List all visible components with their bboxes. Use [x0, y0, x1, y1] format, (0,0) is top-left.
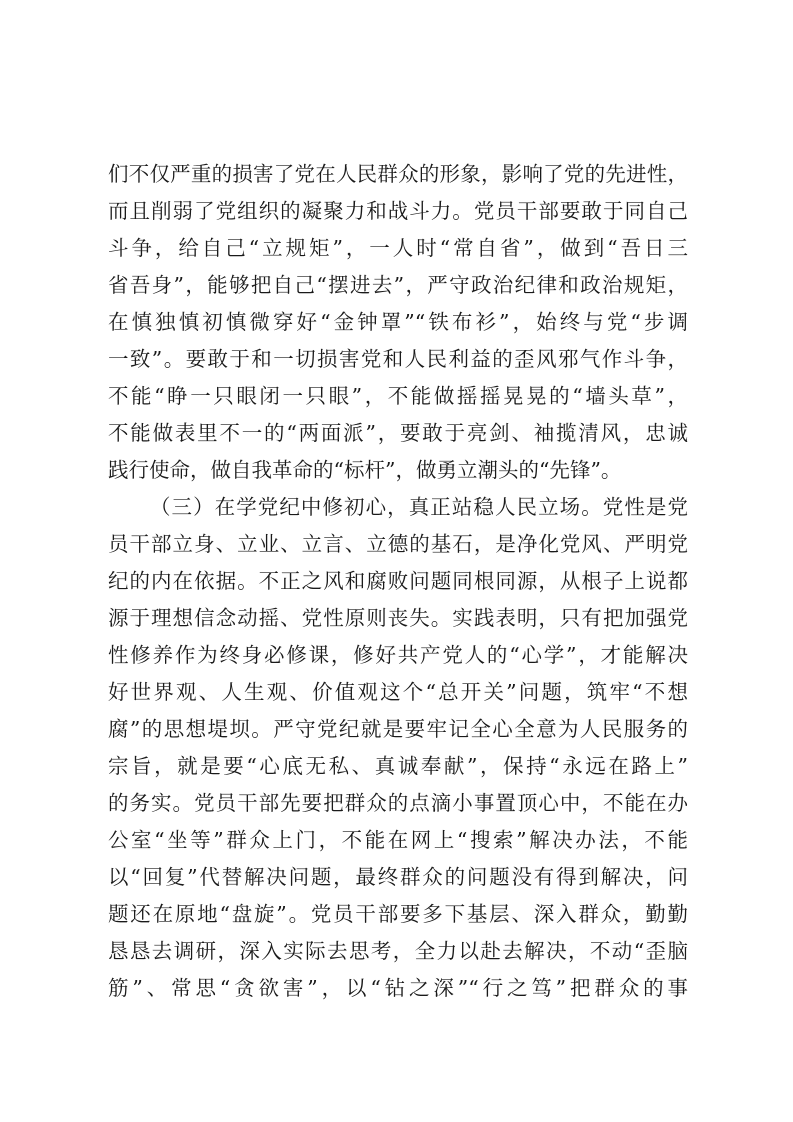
paragraph-line: 性修养作为终身必修课，修好共产党人的“心学”，才能解决 — [108, 643, 688, 667]
paragraph-line: 不能做表里不一的“两面派”，要敢于亮剑、袖揽清风，忠诚 — [108, 421, 688, 445]
paragraph-line: 腐”的思想堤坝。严守党纪就是要牢记全心全意为人民服务的 — [108, 717, 688, 741]
paragraph-line: 而且削弱了党组织的凝聚力和战斗力。党员干部要敢于同自己 — [108, 199, 688, 223]
paragraph-line: 一致”。要敢于和一切损害党和人民利益的歪风邪气作斗争， — [108, 347, 688, 371]
section-heading-line: （三）在学党纪中修初心，真正站稳人民立场。党性是党 — [150, 495, 688, 519]
paragraph-line: 们不仅严重的损害了党在人民群众的形象，影响了党的先进性， — [108, 162, 688, 186]
paragraph-line: 恳恳去调研，深入实际去思考，全力以赴去解决，不动“歪脑 — [108, 939, 688, 963]
paragraph-line: 省吾身”，能够把自己“摆进去”，严守政治纪律和政治规矩， — [108, 273, 688, 297]
paragraph-line: 不能“睁一只眼闭一只眼”，不能做摇摇晃晃的“墙头草”， — [108, 384, 688, 408]
paragraph-line: 公室“坐等”群众上门，不能在网上“搜索”解决办法，不能 — [108, 828, 688, 852]
paragraph-line: 斗争，给自己“立规矩”，一人时“常自省”，做到“吾日三 — [108, 236, 688, 260]
paragraph-line: 源于理想信念动摇、党性原则丧失。实践表明，只有把加强党 — [108, 606, 688, 630]
paragraph-line: 践行使命，做自我革命的“标杆”，做勇立潮头的“先锋”。 — [108, 458, 622, 482]
paragraph-line: 员干部立身、立业、立言、立德的基石，是净化党风、严明党 — [108, 532, 688, 556]
paragraph-line: 纪的内在依据。不正之风和腐败问题同根同源，从根子上说都 — [108, 569, 688, 593]
paragraph-line: 以“回复”代替解决问题，最终群众的问题没有得到解决，问 — [108, 865, 688, 889]
paragraph-line: 题还在原地“盘旋”。党员干部要多下基层、深入群众，勤勤 — [108, 902, 688, 926]
paragraph-line: 在慎独慎初慎微穿好“金钟罩”“铁布衫”，始终与党“步调 — [108, 310, 688, 334]
paragraph-line: 好世界观、人生观、价值观这个“总开关”问题，筑牢“不想 — [108, 680, 688, 704]
paragraph-line: 宗旨，就是要“心底无私、真诚奉献”，保持“永远在路上” — [108, 754, 688, 778]
paragraph-line: 筋”、常思“贪欲害”，以“钻之深”“行之笃”把群众的事 — [108, 976, 688, 1000]
paragraph-line: 的务实。党员干部先要把群众的点滴小事置顶心中，不能在办 — [108, 791, 688, 815]
